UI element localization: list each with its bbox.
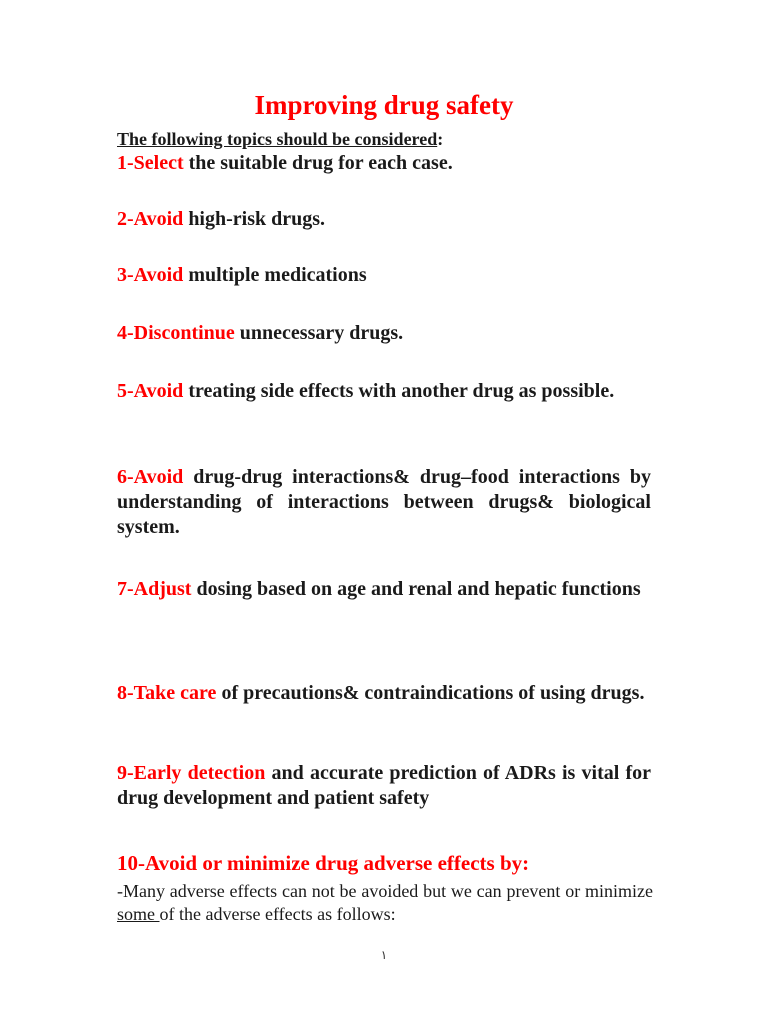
item-text: of precautions& contraindications of using drugs.	[216, 682, 645, 704]
item-keyword: 5-Avoid	[117, 380, 184, 402]
list-item-6	[117, 465, 651, 540]
item-keyword: 1-Select	[117, 152, 184, 174]
item-text: drug-drug interactions& drug–food interactions by understanding of interactions between drugs& biological system.	[117, 466, 651, 538]
note-before: -Many adverse effects can not be avoided but we can prevent or minimize	[117, 881, 653, 901]
page-title: Improving drug safety	[254, 90, 514, 120]
item-keyword: 8-Take care	[117, 682, 217, 704]
item-keyword: 6-Avoid	[117, 466, 184, 488]
item-keyword: 2-Avoid	[117, 208, 184, 230]
intro-underlined: The following topics should be considered	[117, 129, 438, 149]
list-item-1	[117, 151, 651, 176]
note-paragraph	[117, 880, 653, 926]
note-after: of the adverse effects as follows:	[159, 904, 396, 924]
item-text: dosing based on age and renal and hepatic functions	[191, 578, 641, 600]
list-item-4	[117, 321, 651, 346]
item-text: the suitable drug for each case.	[183, 152, 453, 174]
item-text: multiple medications	[183, 264, 367, 286]
list-item-9	[117, 761, 651, 811]
item-keyword: 10-Avoid or minimize drug adverse effects by:	[117, 851, 530, 875]
item-keyword: 9-Early detection	[117, 762, 266, 784]
item-text: treating side effects with another drug as possible.	[183, 380, 615, 402]
item-text: unnecessary drugs.	[234, 322, 404, 344]
intro-line	[117, 128, 443, 150]
list-item-3	[117, 263, 651, 288]
list-item-8	[117, 681, 651, 706]
list-item-7	[117, 577, 651, 602]
item-keyword: 4-Discontinue	[117, 322, 235, 344]
item-keyword: 7-Adjust	[117, 578, 192, 600]
note-underlined: some	[117, 904, 160, 924]
item-keyword: 3-Avoid	[117, 264, 184, 286]
item-text: and accurate prediction of ADRs is vital for drug development and patient safety	[117, 762, 651, 809]
list-item-5	[117, 379, 651, 404]
intro-suffix: :	[437, 129, 444, 149]
list-item-10	[117, 851, 651, 876]
page-number: ١	[380, 948, 388, 962]
item-text: high-risk drugs.	[183, 208, 326, 230]
list-item-2	[117, 207, 651, 232]
